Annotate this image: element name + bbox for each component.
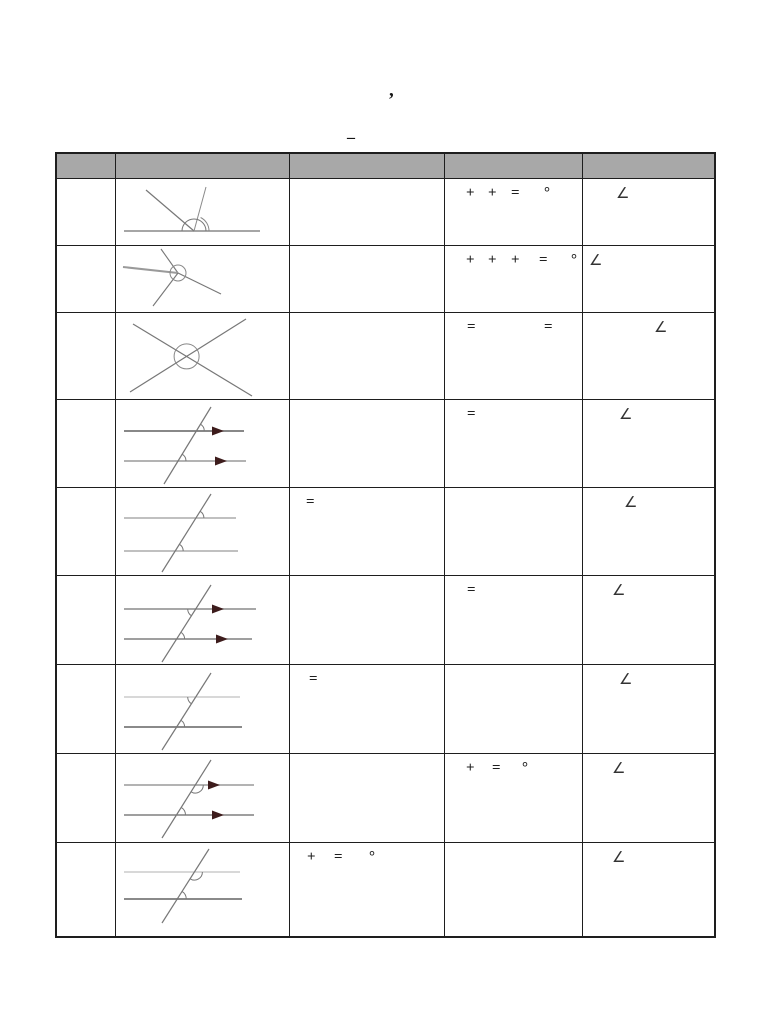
diagram-cell	[116, 576, 290, 664]
table-row	[57, 753, 714, 842]
angle-notation-cell: ∠	[616, 184, 630, 202]
alternate-angles-marked-parallel-diagram	[116, 576, 289, 663]
diagram-cell	[116, 246, 290, 312]
angles-on-a-straight-line-diagram	[116, 179, 289, 244]
diagram-cell	[116, 665, 290, 753]
diagram-cell	[116, 400, 290, 487]
table-row	[57, 842, 714, 936]
angles-at-a-point-diagram	[116, 246, 289, 311]
equation-cell: + = °	[445, 754, 583, 842]
header-cell-rule	[290, 154, 445, 178]
table-row	[57, 664, 714, 753]
number-cell	[57, 313, 116, 399]
number-cell	[57, 665, 116, 753]
diagram-cell	[116, 843, 290, 936]
corresponding-angles-marked-parallel-diagram	[116, 400, 289, 486]
equation-cell: + + + = °	[445, 246, 583, 312]
angle-notation-cell: ∠	[654, 318, 668, 336]
rule-cell	[290, 246, 445, 312]
equation-cell: = =	[445, 313, 583, 399]
table-row	[57, 487, 714, 575]
diagram-cell	[116, 488, 290, 575]
co-interior-angles-diagram	[116, 843, 289, 935]
angle-notation-cell: ∠	[619, 405, 633, 423]
diagram-cell	[116, 313, 290, 399]
rule-cell: =	[290, 665, 445, 753]
equation-cell	[445, 843, 583, 936]
table-row	[57, 178, 714, 245]
number-cell	[57, 246, 116, 312]
number-cell	[57, 576, 116, 664]
table-row	[57, 245, 714, 312]
equation-cell	[445, 665, 583, 753]
diagram-cell	[116, 754, 290, 842]
table-row	[57, 399, 714, 487]
number-cell	[57, 843, 116, 936]
table-header-row	[57, 154, 714, 178]
diagram-cell	[116, 179, 290, 245]
subtitle-underscore-text: _	[347, 124, 355, 141]
equation-cell: =	[445, 400, 583, 487]
number-cell	[57, 400, 116, 487]
header-cell-notation	[583, 154, 714, 178]
header-cell-equation	[445, 154, 583, 178]
equation-cell: + + = °	[445, 179, 583, 245]
table-row	[57, 575, 714, 664]
angle-notation-cell: ∠	[612, 581, 626, 599]
vertically-opposite-angles-diagram	[116, 313, 289, 398]
rule-cell: =	[290, 488, 445, 575]
angle-notation-cell: ∠	[624, 493, 638, 511]
rule-cell	[290, 179, 445, 245]
angle-notation-cell: ∠	[612, 848, 626, 866]
alternate-angles-diagram	[116, 665, 289, 752]
equation-cell: =	[445, 576, 583, 664]
rule-cell	[290, 576, 445, 664]
number-cell	[57, 179, 116, 245]
number-cell	[57, 754, 116, 842]
rule-cell	[290, 313, 445, 399]
number-cell	[57, 488, 116, 575]
equation-cell	[445, 488, 583, 575]
rule-cell: + = °	[290, 843, 445, 936]
header-cell-diagram	[116, 154, 290, 178]
title-comma-text: ,	[389, 80, 394, 101]
angle-notation-cell: ∠	[589, 251, 603, 269]
rule-cell	[290, 400, 445, 487]
co-interior-angles-marked-parallel-diagram	[116, 754, 289, 841]
angle-rules-table	[55, 152, 716, 938]
header-cell-number	[57, 154, 116, 178]
angle-notation-cell: ∠	[612, 759, 626, 777]
table-row	[57, 312, 714, 399]
rule-cell	[290, 754, 445, 842]
angle-notation-cell: ∠	[619, 670, 633, 688]
corresponding-angles-diagram	[116, 488, 289, 574]
